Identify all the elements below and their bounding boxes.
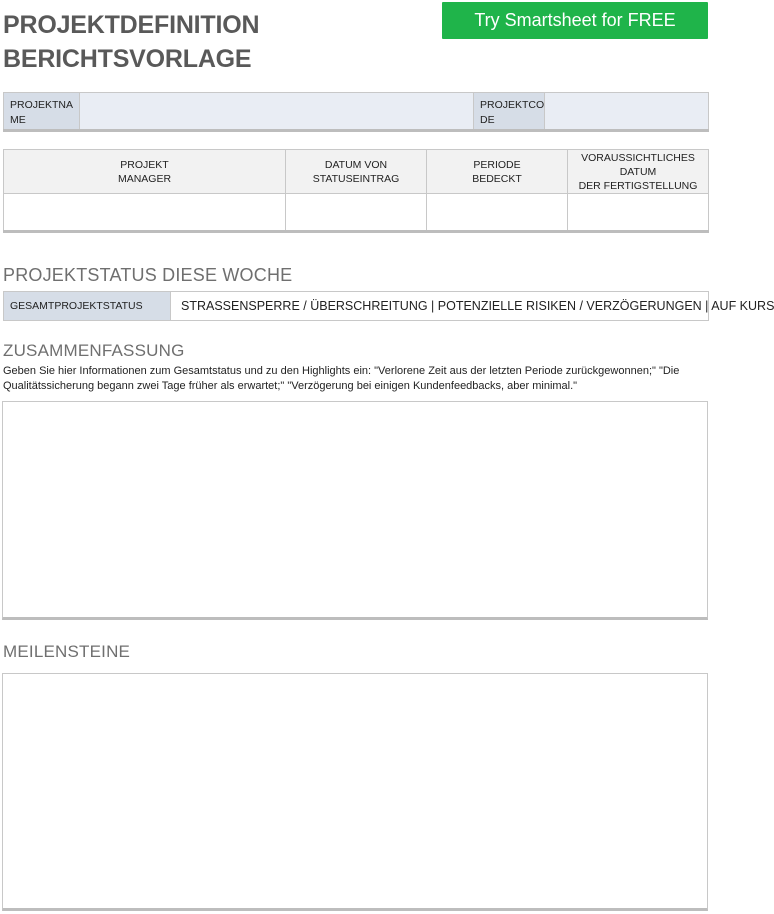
overall-status-label: GESAMTPROJEKTSTATUS <box>4 292 171 321</box>
header-period-covered: PERIODE BEDECKT <box>427 150 568 194</box>
expected-completion-field[interactable] <box>568 194 709 232</box>
project-name-label <box>4 93 80 131</box>
project-code-label <box>474 93 545 131</box>
overall-status-options[interactable]: STRASSENSPERRE / ÜBERSCHREITUNG | POTENZIELLE RISIKEN / VERZÖGERUNGEN | AUF KURS <box>171 292 709 321</box>
milestones-textbox[interactable] <box>2 673 708 911</box>
status-table <box>3 291 774 321</box>
summary-heading: ZUSAMMENFASSUNG <box>3 341 185 360</box>
header-project-manager: PROJEKT MANAGER <box>4 150 286 194</box>
project-manager-field[interactable] <box>4 194 286 232</box>
project-code-field[interactable] <box>545 93 709 131</box>
page-title <box>3 8 423 76</box>
header-status-date: DATUM VON STATUSEINTRAG <box>286 150 427 194</box>
summary-description: Geben Sie hier Informationen zum Gesamtstatus und zu den Highlights ein: "Verlorene Zeit aus der letzten Periode zurückgewonnen;" "Die Qualitätssicherung begann zwei Tage früher als erwartet;" "Verzögerung bei einigen Kundenfeedbacks, aber minimal." <box>3 365 680 392</box>
project-code-label-text: PROJEKTCO DE <box>480 99 545 126</box>
period-covered-field[interactable] <box>427 194 568 232</box>
header-expected-completion: VORAUSSICHTLICHES DATUM DER FERTIGSTELLUNG <box>568 150 709 194</box>
project-info-table <box>3 92 709 132</box>
status-date-field[interactable] <box>286 194 427 232</box>
project-name-label-text: PROJEKTNA ME <box>10 99 74 126</box>
try-smartsheet-button[interactable]: Try Smartsheet for FREE <box>442 2 708 39</box>
project-details-table <box>3 149 709 233</box>
summary-textbox[interactable] <box>2 401 708 620</box>
title-line-2: BERICHTSVORLAGE <box>3 45 252 73</box>
milestones-heading: MEILENSTEINE <box>3 642 131 661</box>
title-line-1: PROJEKTDEFINITION <box>3 11 260 39</box>
project-name-field[interactable] <box>80 93 474 131</box>
status-heading: PROJEKTSTATUS DIESE WOCHE <box>3 265 293 285</box>
